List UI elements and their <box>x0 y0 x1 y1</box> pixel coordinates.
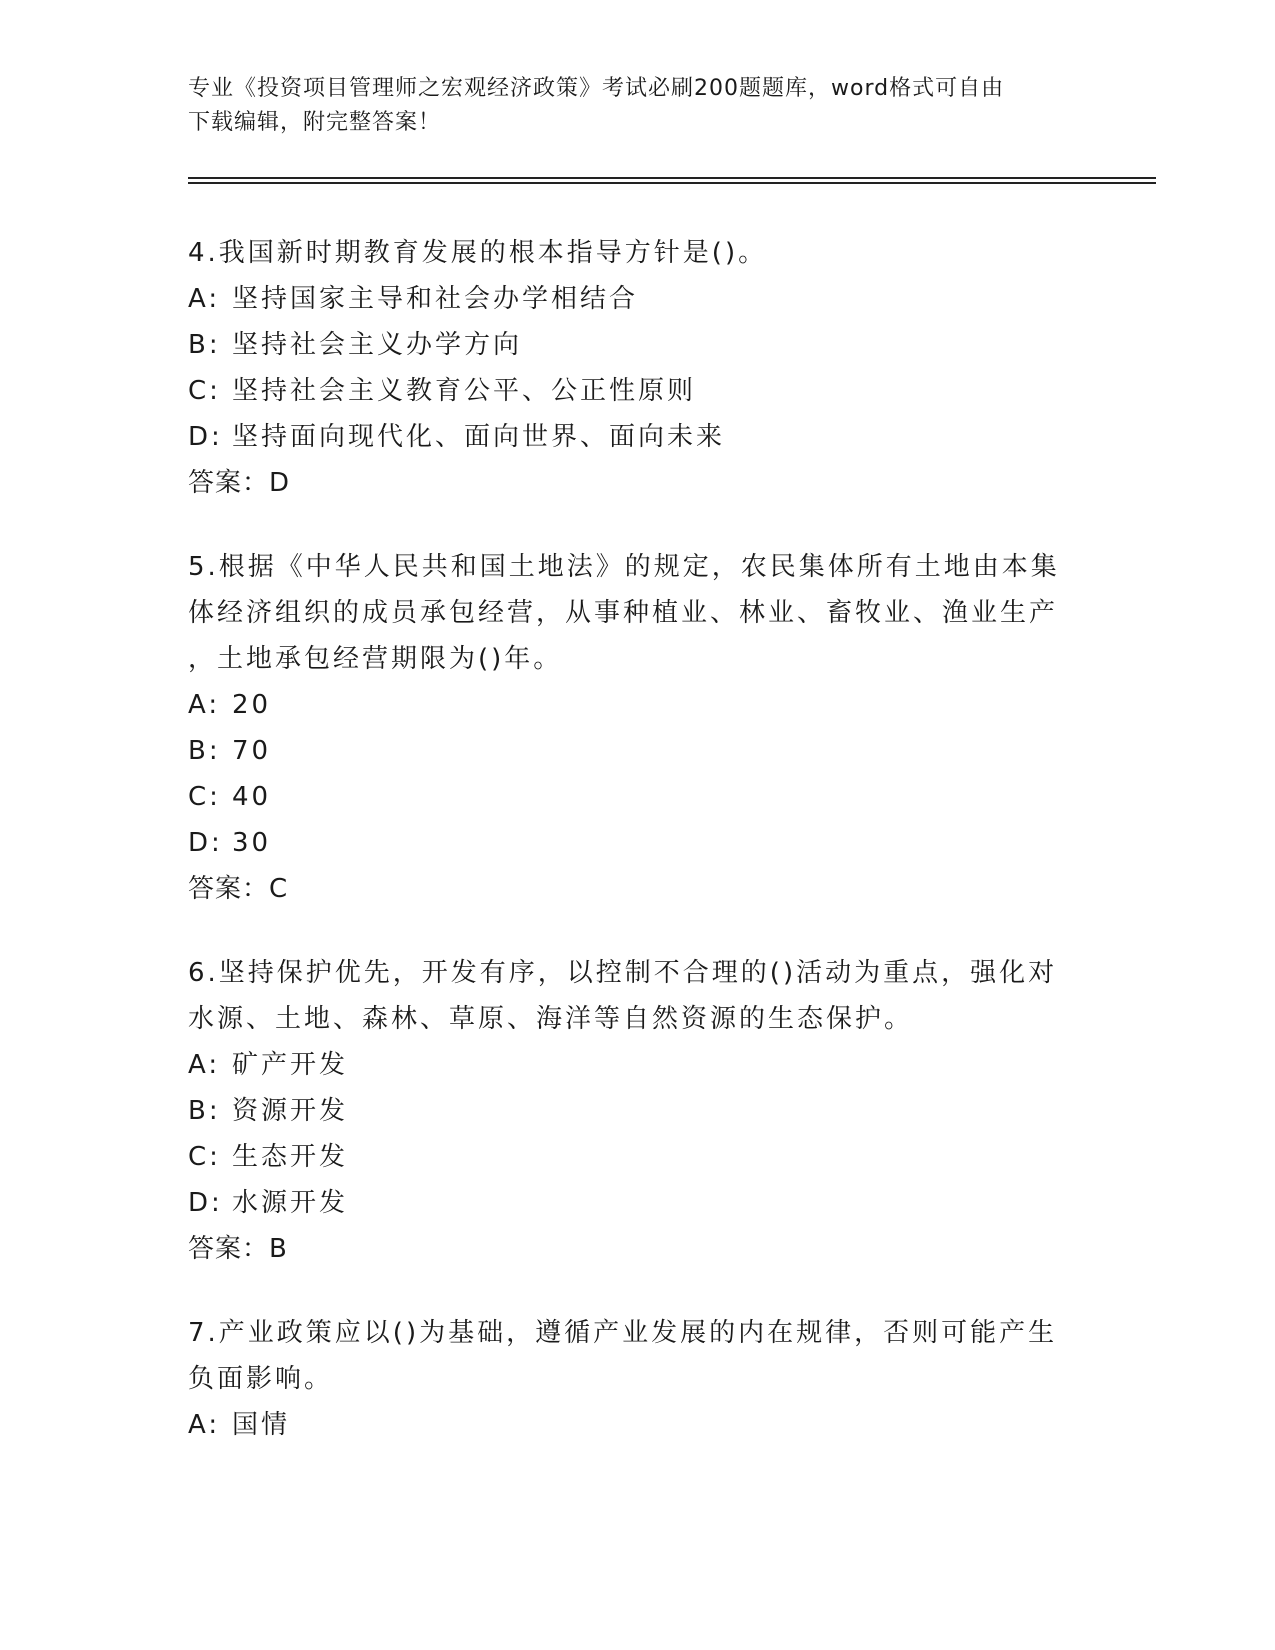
option-key: D: <box>188 422 223 452</box>
option-text: 坚持国家主导和社会办学相结合 <box>232 284 639 314</box>
option-d <box>188 820 1068 866</box>
header-rule-top <box>188 177 1156 179</box>
question-7 <box>188 1310 1068 1448</box>
option-text: 国情 <box>232 1410 291 1440</box>
option-c <box>188 368 1068 414</box>
option-key: B: <box>188 330 221 360</box>
question-list <box>188 230 1068 1486</box>
option-c <box>188 1134 1068 1180</box>
option-b <box>188 728 1068 774</box>
header-line-1: 专业《投资项目管理师之宏观经济政策》考试必刷200题题库，word格式可自由 <box>188 76 1005 101</box>
document-header <box>188 72 1088 140</box>
answer-line: 答案：C <box>188 874 289 904</box>
answer-line: 答案：B <box>188 1234 288 1264</box>
question-text: 4.我国新时期教育发展的根本指导方针是()。 <box>188 238 768 268</box>
option-key: D: <box>188 1188 223 1218</box>
option-key: B: <box>188 1096 221 1126</box>
option-text: 生态开发 <box>232 1142 349 1172</box>
question-text-line-2: 水源、土地、森林、草原、海洋等自然资源的生态保护。 <box>188 1004 914 1034</box>
question-text-line-1: 5.根据《中华人民共和国土地法》的规定，农民集体所有土地由本集 <box>188 552 1060 582</box>
option-key: C: <box>188 376 221 406</box>
option-text: 坚持社会主义教育公平、公正性原则 <box>232 376 697 406</box>
option-key: B: <box>188 736 221 766</box>
option-text: 坚持面向现代化、面向世界、面向未来 <box>232 422 726 452</box>
option-text: 坚持社会主义办学方向 <box>232 330 523 360</box>
header-rule-bottom <box>188 182 1156 184</box>
option-key: A: <box>188 690 221 720</box>
question-6 <box>188 950 1068 1272</box>
option-key: C: <box>188 1142 221 1172</box>
option-text: 水源开发 <box>232 1188 349 1218</box>
option-text: 40 <box>232 782 272 812</box>
option-text: 70 <box>232 736 272 766</box>
header-line-2: 下载编辑，附完整答案！ <box>188 110 442 135</box>
option-key: A: <box>188 284 221 314</box>
question-text-line-2: 负面影响。 <box>188 1364 334 1394</box>
question-4 <box>188 230 1068 506</box>
answer-line: 答案：D <box>188 468 291 498</box>
option-a <box>188 1402 1068 1448</box>
option-c <box>188 774 1068 820</box>
option-b <box>188 1088 1068 1134</box>
question-text-line-3: ，土地承包经营期限为()年。 <box>188 644 563 674</box>
option-key: C: <box>188 782 221 812</box>
question-text-line-1: 6.坚持保护优先，开发有序，以控制不合理的()活动为重点，强化对 <box>188 958 1058 988</box>
option-key: A: <box>188 1050 221 1080</box>
option-d <box>188 1180 1068 1226</box>
question-5 <box>188 544 1068 912</box>
option-key: A: <box>188 1410 221 1440</box>
question-text-line-1: 7.产业政策应以()为基础，遵循产业发展的内在规律，否则可能产生 <box>188 1318 1058 1348</box>
option-text: 30 <box>232 828 272 858</box>
option-d <box>188 414 1068 460</box>
option-b <box>188 322 1068 368</box>
question-text-line-2: 体经济组织的成员承包经营，从事种植业、林业、畜牧业、渔业生产 <box>188 598 1059 628</box>
option-a <box>188 682 1068 728</box>
option-key: D: <box>188 828 223 858</box>
option-text: 矿产开发 <box>232 1050 349 1080</box>
option-text: 20 <box>232 690 272 720</box>
option-a <box>188 1042 1068 1088</box>
option-text: 资源开发 <box>232 1096 349 1126</box>
option-a <box>188 276 1068 322</box>
